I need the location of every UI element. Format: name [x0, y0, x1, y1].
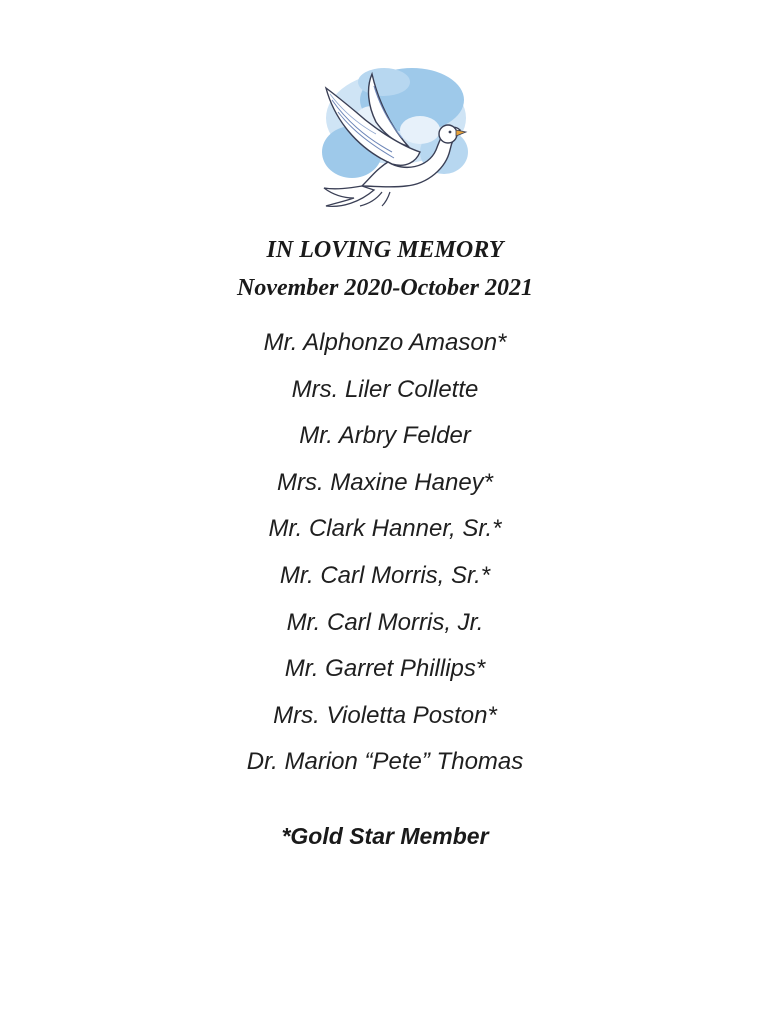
- list-item: Mr. Arbry Felder: [299, 422, 471, 450]
- memorial-title: IN LOVING MEMORY: [266, 237, 504, 263]
- list-item: Mr. Carl Morris, Sr.*: [279, 561, 491, 589]
- list-item: Mrs. Violetta Poston*: [273, 701, 497, 729]
- list-item: Dr. Marion “Pete” Thomas: [246, 748, 524, 776]
- list-item: Mrs. Liler Collette: [291, 375, 479, 403]
- list-item: Mrs. Maxine Haney*: [276, 468, 494, 496]
- list-item: Mr. Alphonzo Amason*: [263, 329, 507, 356]
- list-item: Mr. Carl Morris, Jr.: [286, 608, 484, 636]
- date-range: November 2020-October 2021: [237, 275, 533, 301]
- dove-icon: [312, 60, 474, 218]
- list-item: Mr. Garret Phillips*: [284, 655, 486, 683]
- list-item: Mr. Clark Hanner, Sr.*: [268, 515, 502, 543]
- gold-star-footnote: *Gold Star Member: [281, 823, 489, 849]
- memorial-name-list: [0, 323, 770, 789]
